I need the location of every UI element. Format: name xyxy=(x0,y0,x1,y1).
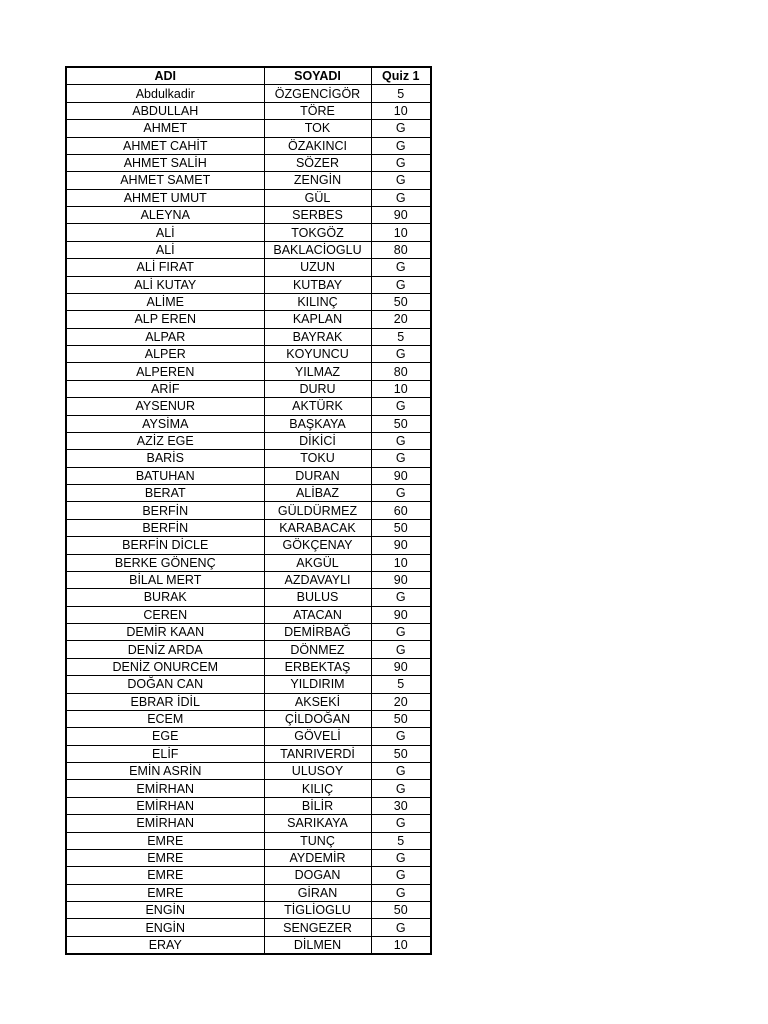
last-name-cell: ÇİLDOĞAN xyxy=(264,710,371,727)
last-name-cell: DİKİCİ xyxy=(264,432,371,449)
quiz-1-cell: G xyxy=(371,728,431,745)
last-name-cell: DURAN xyxy=(264,467,371,484)
first-name-cell: BATUHAN xyxy=(66,467,264,484)
table-row xyxy=(66,432,431,449)
quiz-1-cell: 60 xyxy=(371,502,431,519)
last-name-cell: TÖRE xyxy=(264,102,371,119)
first-name-cell: DENİZ ARDA xyxy=(66,641,264,658)
last-name-cell: KARABACAK xyxy=(264,519,371,536)
table-row xyxy=(66,849,431,866)
first-name-cell: ALİ xyxy=(66,224,264,241)
first-name-cell: AYSENUR xyxy=(66,398,264,415)
quiz-1-cell: 50 xyxy=(371,519,431,536)
first-name-cell: ALİ xyxy=(66,241,264,258)
first-name-cell: EMİRHAN xyxy=(66,797,264,814)
quiz-1-cell: G xyxy=(371,485,431,502)
first-name-cell: EMRE xyxy=(66,884,264,901)
last-name-cell: ZENGİN xyxy=(264,172,371,189)
last-name-cell: GÜL xyxy=(264,189,371,206)
last-name-cell: KILINÇ xyxy=(264,293,371,310)
table-row xyxy=(66,207,431,224)
first-name-cell: CEREN xyxy=(66,606,264,623)
last-name-cell: ÖZGENCİGÖR xyxy=(264,85,371,102)
last-name-cell: TANRIVERDİ xyxy=(264,745,371,762)
quiz-1-cell: G xyxy=(371,849,431,866)
quiz-1-cell: G xyxy=(371,884,431,901)
table-row xyxy=(66,589,431,606)
last-name-cell: SERBES xyxy=(264,207,371,224)
first-name-cell: ENGİN xyxy=(66,919,264,936)
first-name-cell: BERFİN xyxy=(66,502,264,519)
grade-table xyxy=(65,66,432,955)
quiz-1-cell: G xyxy=(371,172,431,189)
first-name-cell: BERFİN DİCLE xyxy=(66,537,264,554)
quiz-1-cell: G xyxy=(371,137,431,154)
first-name-cell: AHMET SALİH xyxy=(66,154,264,171)
table-row xyxy=(66,815,431,832)
quiz-1-cell: 50 xyxy=(371,293,431,310)
quiz-1-cell: 90 xyxy=(371,537,431,554)
quiz-1-cell: 90 xyxy=(371,571,431,588)
quiz-1-cell: 80 xyxy=(371,241,431,258)
first-name-cell: BARİS xyxy=(66,450,264,467)
last-name-cell: TOKU xyxy=(264,450,371,467)
table-row xyxy=(66,763,431,780)
first-name-cell: BİLAL MERT xyxy=(66,571,264,588)
last-name-cell: TİGLİOGLU xyxy=(264,902,371,919)
quiz-1-cell: 90 xyxy=(371,207,431,224)
last-name-cell: BAYRAK xyxy=(264,328,371,345)
table-row xyxy=(66,676,431,693)
last-name-cell: DÖNMEZ xyxy=(264,641,371,658)
last-name-cell: AKSEKİ xyxy=(264,693,371,710)
quiz-1-cell: 30 xyxy=(371,797,431,814)
quiz-1-cell: 50 xyxy=(371,415,431,432)
quiz-1-cell: G xyxy=(371,867,431,884)
quiz-1-cell: G xyxy=(371,450,431,467)
header-first-name: ADI xyxy=(66,67,264,85)
table-row xyxy=(66,884,431,901)
first-name-cell: EBRAR İDİL xyxy=(66,693,264,710)
table-row xyxy=(66,485,431,502)
quiz-1-cell: 10 xyxy=(371,380,431,397)
table-row xyxy=(66,363,431,380)
table-row xyxy=(66,693,431,710)
last-name-cell: ATACAN xyxy=(264,606,371,623)
first-name-cell: EMİN ASRİN xyxy=(66,763,264,780)
table-row xyxy=(66,624,431,641)
table-row xyxy=(66,519,431,536)
table-row xyxy=(66,154,431,171)
last-name-cell: YILDIRIM xyxy=(264,676,371,693)
first-name-cell: ERAY xyxy=(66,936,264,954)
last-name-cell: KUTBAY xyxy=(264,276,371,293)
last-name-cell: GÖVELİ xyxy=(264,728,371,745)
table-row xyxy=(66,415,431,432)
last-name-cell: TUNÇ xyxy=(264,832,371,849)
last-name-cell: BİLİR xyxy=(264,797,371,814)
table-row xyxy=(66,293,431,310)
last-name-cell: KAPLAN xyxy=(264,311,371,328)
header-quiz-1: Quiz 1 xyxy=(371,67,431,85)
quiz-1-cell: 10 xyxy=(371,102,431,119)
first-name-cell: ELİF xyxy=(66,745,264,762)
last-name-cell: GÖKÇENAY xyxy=(264,537,371,554)
table-row xyxy=(66,919,431,936)
first-name-cell: AHMET SAMET xyxy=(66,172,264,189)
table-row xyxy=(66,102,431,119)
last-name-cell: TOK xyxy=(264,120,371,137)
table-row xyxy=(66,380,431,397)
first-name-cell: AHMET UMUT xyxy=(66,189,264,206)
quiz-1-cell: G xyxy=(371,763,431,780)
first-name-cell: ARİF xyxy=(66,380,264,397)
last-name-cell: ERBEKTAŞ xyxy=(264,658,371,675)
first-name-cell: BERFİN xyxy=(66,519,264,536)
last-name-cell: AYDEMİR xyxy=(264,849,371,866)
last-name-cell: SARIKAYA xyxy=(264,815,371,832)
table-row xyxy=(66,780,431,797)
first-name-cell: BURAK xyxy=(66,589,264,606)
table-row xyxy=(66,85,431,102)
last-name-cell: AKTÜRK xyxy=(264,398,371,415)
table-row xyxy=(66,311,431,328)
last-name-cell: TOKGÖZ xyxy=(264,224,371,241)
quiz-1-cell: G xyxy=(371,432,431,449)
last-name-cell: KOYUNCU xyxy=(264,346,371,363)
last-name-cell: KILIÇ xyxy=(264,780,371,797)
first-name-cell: ALİME xyxy=(66,293,264,310)
quiz-1-cell: 90 xyxy=(371,658,431,675)
table-row xyxy=(66,797,431,814)
first-name-cell: ECEM xyxy=(66,710,264,727)
table-row xyxy=(66,745,431,762)
quiz-1-cell: G xyxy=(371,259,431,276)
table-row xyxy=(66,224,431,241)
quiz-1-cell: 90 xyxy=(371,606,431,623)
quiz-1-cell: 10 xyxy=(371,554,431,571)
first-name-cell: DEMİR KAAN xyxy=(66,624,264,641)
quiz-1-cell: 5 xyxy=(371,832,431,849)
table-row xyxy=(66,571,431,588)
last-name-cell: BULUS xyxy=(264,589,371,606)
quiz-1-cell: G xyxy=(371,154,431,171)
first-name-cell: DENİZ ONURCEM xyxy=(66,658,264,675)
first-name-cell: ALPAR xyxy=(66,328,264,345)
table-row xyxy=(66,467,431,484)
first-name-cell: ALİ FIRAT xyxy=(66,259,264,276)
last-name-cell: DİLMEN xyxy=(264,936,371,954)
first-name-cell: ALEYNA xyxy=(66,207,264,224)
first-name-cell: BERKE GÖNENÇ xyxy=(66,554,264,571)
quiz-1-cell: G xyxy=(371,276,431,293)
table-row xyxy=(66,346,431,363)
last-name-cell: BAKLACİOGLU xyxy=(264,241,371,258)
table-row xyxy=(66,867,431,884)
quiz-1-cell: 20 xyxy=(371,311,431,328)
first-name-cell: DOĞAN CAN xyxy=(66,676,264,693)
first-name-cell: ALP EREN xyxy=(66,311,264,328)
table-row xyxy=(66,710,431,727)
quiz-1-cell: 10 xyxy=(371,224,431,241)
header-last-name: SOYADI xyxy=(264,67,371,85)
quiz-1-cell: 90 xyxy=(371,467,431,484)
quiz-1-cell: 5 xyxy=(371,328,431,345)
last-name-cell: UZUN xyxy=(264,259,371,276)
quiz-1-cell: 5 xyxy=(371,85,431,102)
quiz-1-cell: G xyxy=(371,398,431,415)
last-name-cell: DEMİRBAĞ xyxy=(264,624,371,641)
header-row xyxy=(66,67,431,85)
quiz-1-cell: G xyxy=(371,780,431,797)
last-name-cell: GÜLDÜRMEZ xyxy=(264,502,371,519)
quiz-1-cell: G xyxy=(371,189,431,206)
table-row xyxy=(66,606,431,623)
table-row xyxy=(66,259,431,276)
table-row xyxy=(66,658,431,675)
first-name-cell: ENGİN xyxy=(66,902,264,919)
last-name-cell: AKGÜL xyxy=(264,554,371,571)
table-row xyxy=(66,641,431,658)
quiz-1-cell: 10 xyxy=(371,936,431,954)
table-row xyxy=(66,832,431,849)
table-row xyxy=(66,328,431,345)
table-row xyxy=(66,137,431,154)
table-row xyxy=(66,537,431,554)
table-row xyxy=(66,241,431,258)
first-name-cell: BERAT xyxy=(66,485,264,502)
quiz-1-cell: G xyxy=(371,120,431,137)
last-name-cell: SENGEZER xyxy=(264,919,371,936)
table-row xyxy=(66,172,431,189)
first-name-cell: EMRE xyxy=(66,832,264,849)
first-name-cell: ALİ KUTAY xyxy=(66,276,264,293)
table-body xyxy=(66,85,431,954)
first-name-cell: ABDULLAH xyxy=(66,102,264,119)
last-name-cell: DURU xyxy=(264,380,371,397)
quiz-1-cell: G xyxy=(371,919,431,936)
quiz-1-cell: G xyxy=(371,346,431,363)
first-name-cell: EMİRHAN xyxy=(66,815,264,832)
quiz-1-cell: 50 xyxy=(371,710,431,727)
last-name-cell: AZDAVAYLI xyxy=(264,571,371,588)
last-name-cell: ULUSOY xyxy=(264,763,371,780)
quiz-1-cell: G xyxy=(371,624,431,641)
first-name-cell: EGE xyxy=(66,728,264,745)
table-row xyxy=(66,902,431,919)
first-name-cell: EMRE xyxy=(66,849,264,866)
first-name-cell: EMİRHAN xyxy=(66,780,264,797)
first-name-cell: EMRE xyxy=(66,867,264,884)
first-name-cell: Abdulkadir xyxy=(66,85,264,102)
last-name-cell: ÖZAKINCI xyxy=(264,137,371,154)
first-name-cell: ALPEREN xyxy=(66,363,264,380)
table-row xyxy=(66,502,431,519)
first-name-cell: AZİZ EGE xyxy=(66,432,264,449)
quiz-1-cell: 5 xyxy=(371,676,431,693)
first-name-cell: AHMET xyxy=(66,120,264,137)
last-name-cell: DOGAN xyxy=(264,867,371,884)
quiz-1-cell: 20 xyxy=(371,693,431,710)
quiz-1-cell: 80 xyxy=(371,363,431,380)
table-row xyxy=(66,554,431,571)
first-name-cell: AHMET CAHİT xyxy=(66,137,264,154)
table-row xyxy=(66,276,431,293)
quiz-1-cell: G xyxy=(371,641,431,658)
table-row xyxy=(66,189,431,206)
last-name-cell: SÖZER xyxy=(264,154,371,171)
table-row xyxy=(66,728,431,745)
quiz-1-cell: 50 xyxy=(371,745,431,762)
table-row xyxy=(66,450,431,467)
last-name-cell: YILMAZ xyxy=(264,363,371,380)
quiz-1-cell: G xyxy=(371,589,431,606)
table-row xyxy=(66,398,431,415)
table-row xyxy=(66,936,431,954)
last-name-cell: GİRAN xyxy=(264,884,371,901)
quiz-1-cell: G xyxy=(371,815,431,832)
last-name-cell: BAŞKAYA xyxy=(264,415,371,432)
quiz-1-cell: 50 xyxy=(371,902,431,919)
table-row xyxy=(66,120,431,137)
last-name-cell: ALİBAZ xyxy=(264,485,371,502)
first-name-cell: ALPER xyxy=(66,346,264,363)
first-name-cell: AYSİMA xyxy=(66,415,264,432)
